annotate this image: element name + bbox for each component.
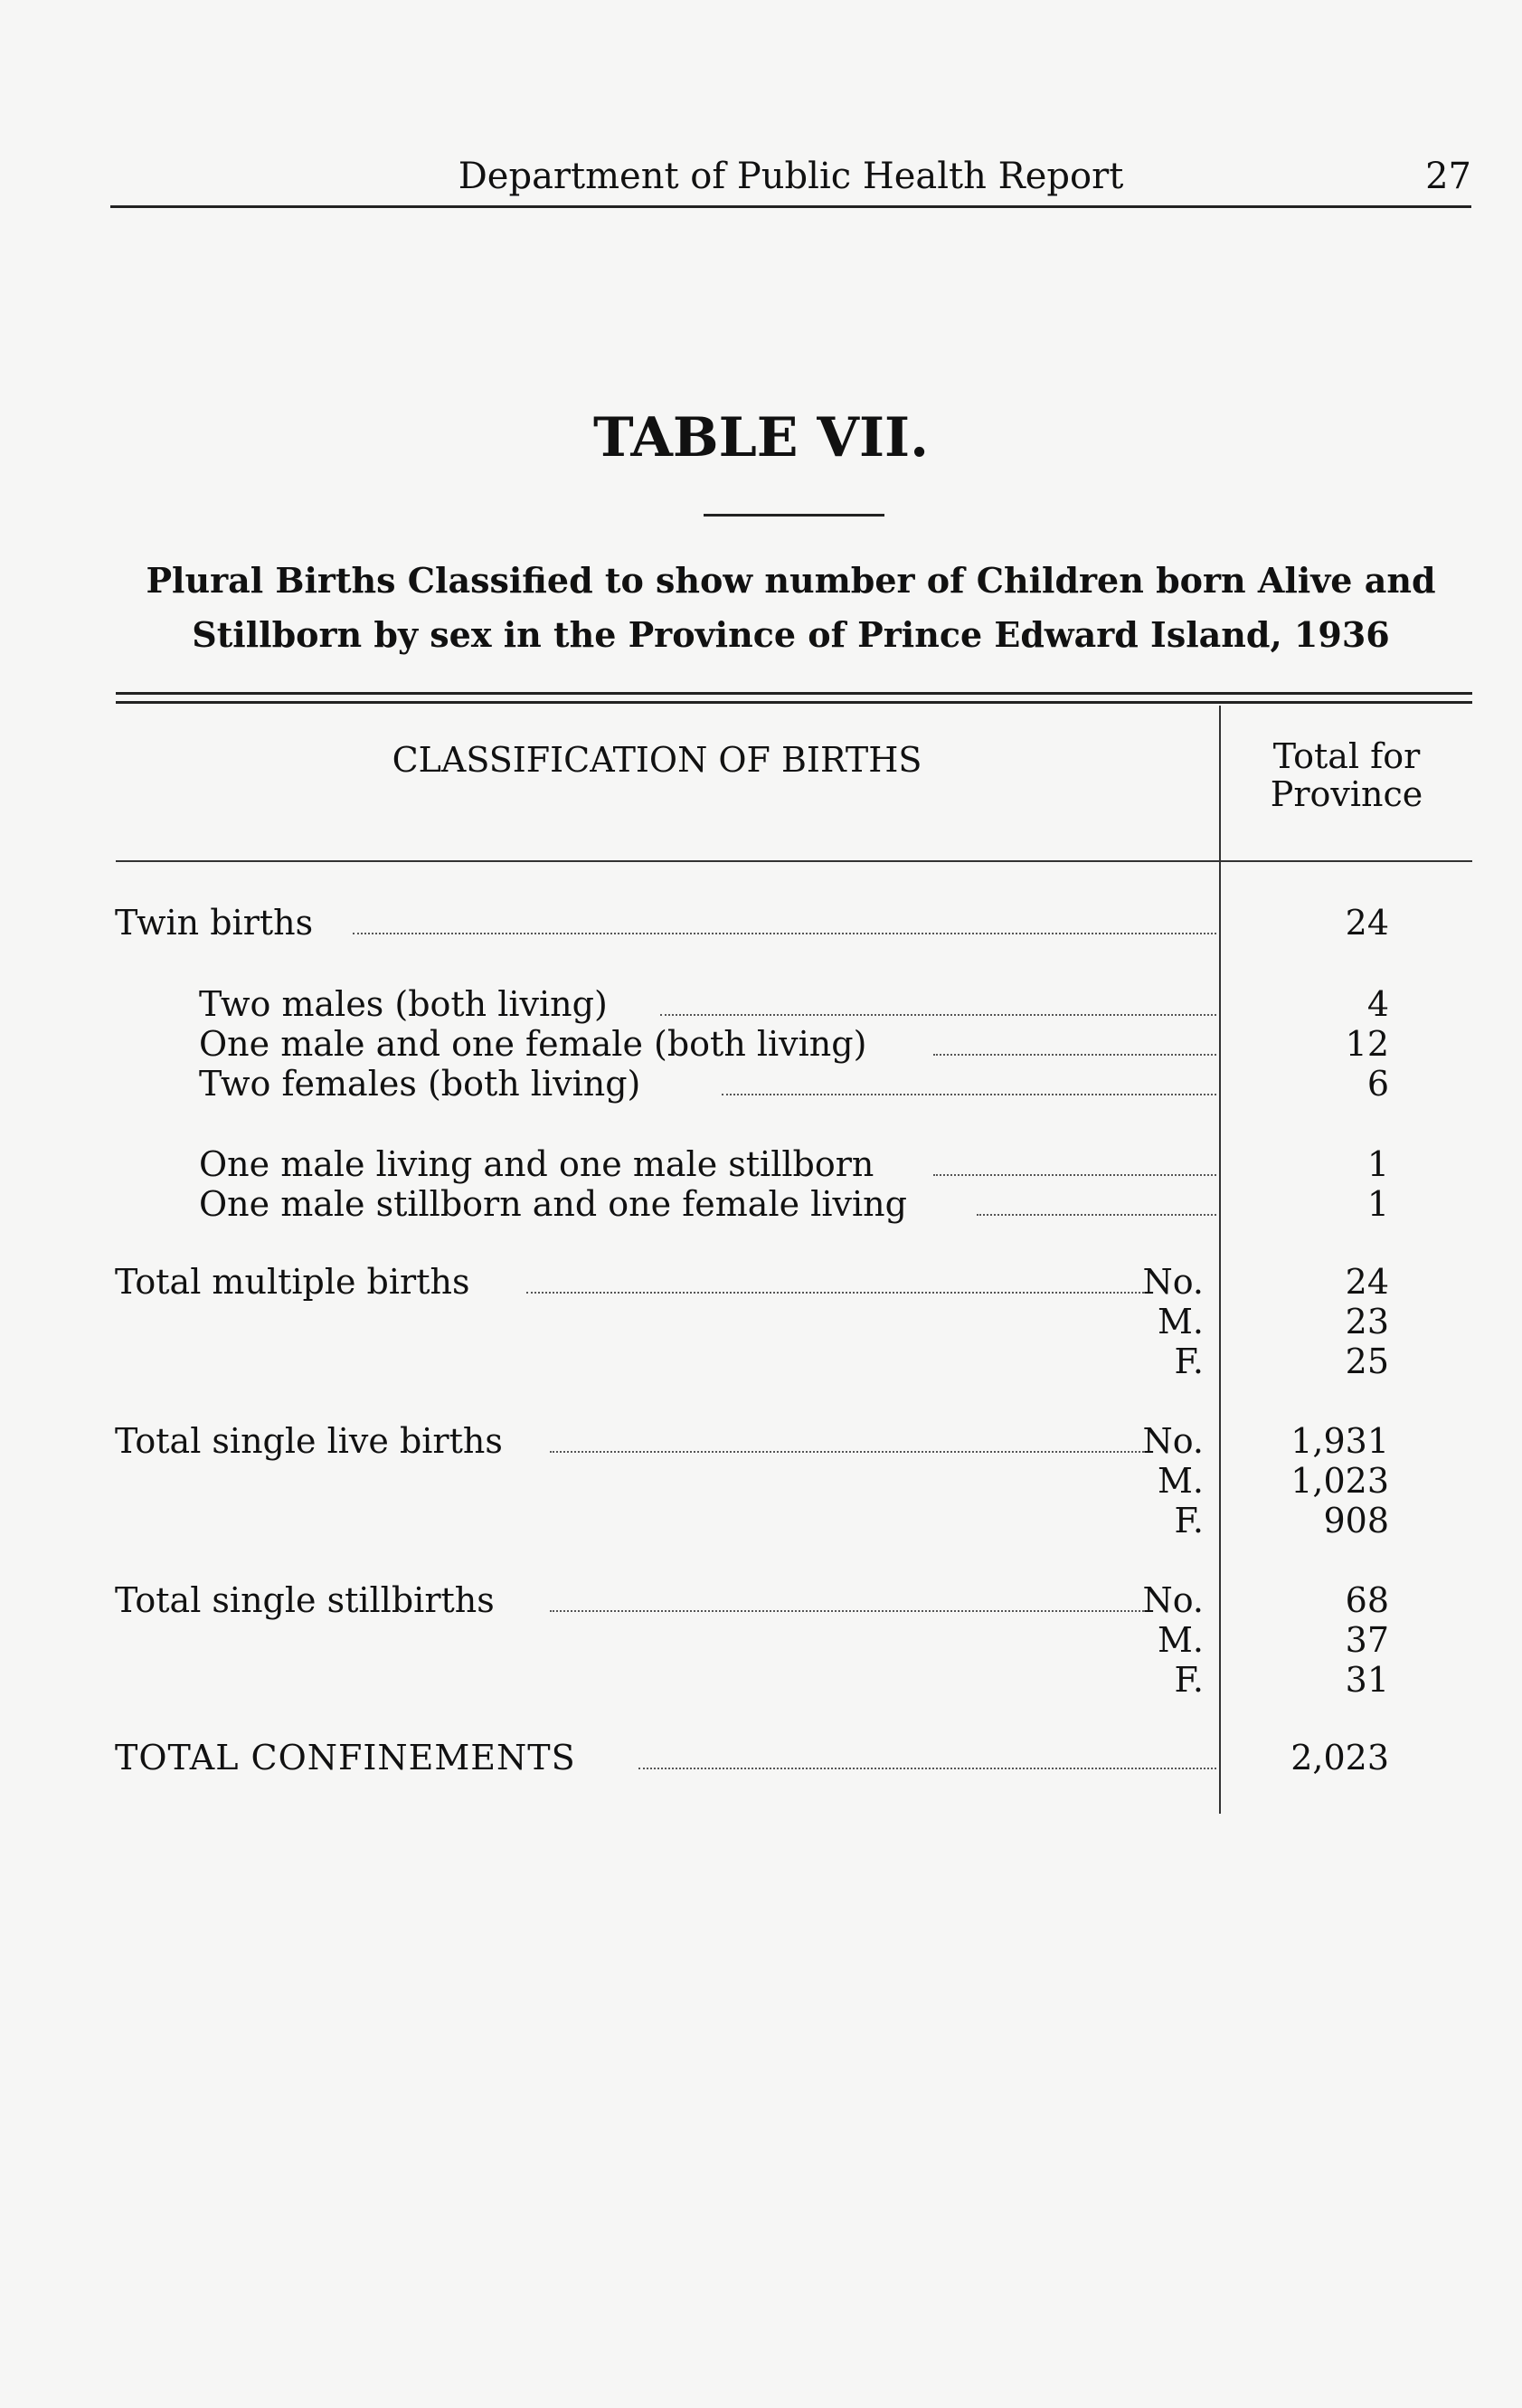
table-row-male-stillborn-female-living <box>0 1183 1522 1225</box>
table-row-two-males <box>0 983 1522 1025</box>
subtitle-line-1: Plural Births Classified to show number of Children born Alive and <box>146 560 1436 601</box>
row-label: Two males (both living) <box>199 984 608 1024</box>
row-value: 31 <box>1345 1660 1389 1700</box>
row-value: 1,023 <box>1290 1461 1389 1501</box>
row-value: 2,023 <box>1290 1738 1389 1778</box>
dot-leader <box>353 933 1216 934</box>
table-row-male-living-male-stillborn <box>0 1143 1522 1185</box>
sub-label-m: M. <box>1158 1461 1204 1501</box>
row-value: 6 <box>1366 1064 1389 1104</box>
row-label: Total single live births <box>115 1421 503 1461</box>
subtitle-line-2: Stillborn by sex in the Province of Prince Edward Island, 1936 <box>192 614 1390 655</box>
row-value: 4 <box>1366 984 1389 1024</box>
page-header <box>110 149 1471 208</box>
row-label: TOTAL CONFINEMENTS <box>115 1738 576 1778</box>
table-title: TABLE VII. <box>592 406 929 469</box>
table-row-single-still-no <box>0 1579 1522 1621</box>
sub-label-no: No. <box>1142 1421 1204 1461</box>
row-value: 23 <box>1345 1302 1389 1341</box>
sub-label-m: M. <box>1158 1620 1204 1660</box>
row-value: 25 <box>1345 1341 1389 1381</box>
row-label: Two females (both living) <box>199 1064 641 1104</box>
dot-leader <box>638 1768 1216 1769</box>
table-row-total-multiple-no <box>0 1261 1522 1303</box>
column-header-total <box>1221 737 1472 813</box>
dot-leader <box>660 1014 1216 1016</box>
column-header-total-line-1: Total for <box>1272 736 1421 776</box>
table-row-total-confinements <box>0 1737 1522 1778</box>
table-row-single-live-no <box>0 1420 1522 1462</box>
row-value: 1 <box>1366 1184 1389 1224</box>
dot-leader <box>550 1610 1144 1612</box>
row-label: Total multiple births <box>115 1262 470 1302</box>
sub-label-f: F. <box>1174 1501 1204 1541</box>
dot-leader <box>550 1451 1144 1453</box>
dot-leader <box>977 1214 1216 1216</box>
row-value: 12 <box>1345 1024 1389 1064</box>
row-value: 68 <box>1345 1580 1389 1620</box>
row-value: 1,931 <box>1290 1421 1389 1461</box>
table-subtitle <box>110 554 1471 662</box>
table-row-twin-births <box>0 902 1522 943</box>
sub-label-f: F. <box>1174 1341 1204 1381</box>
table-row-male-female <box>0 1023 1522 1065</box>
column-header-classification: CLASSIFICATION OF BIRTHS <box>392 740 922 780</box>
row-label: One male living and one male stillborn <box>199 1144 874 1184</box>
table-row-single-live-f <box>0 1500 1522 1541</box>
row-label: Twin births <box>115 903 314 943</box>
row-value: 908 <box>1323 1501 1389 1541</box>
table-row-total-multiple-m <box>0 1301 1522 1342</box>
sub-label-f: F. <box>1174 1660 1204 1700</box>
column-header-total-line-2: Province <box>1270 774 1423 814</box>
page-number: 27 <box>1425 156 1471 197</box>
table-row-single-live-m <box>0 1460 1522 1502</box>
dot-leader <box>933 1174 1216 1176</box>
title-rule <box>704 514 884 517</box>
row-value: 24 <box>1345 1262 1389 1302</box>
sub-label-m: M. <box>1158 1302 1204 1341</box>
dot-leader <box>722 1094 1216 1095</box>
sub-label-no: No. <box>1142 1262 1204 1302</box>
row-value: 1 <box>1366 1144 1389 1184</box>
dot-leader <box>526 1292 1144 1294</box>
row-label: One male and one female (both living) <box>199 1024 867 1064</box>
table-row-single-still-m <box>0 1619 1522 1661</box>
report-title: Department of Public Health Report <box>458 156 1124 197</box>
row-value: 24 <box>1345 903 1389 943</box>
sub-label-no: No. <box>1142 1580 1204 1620</box>
header-rule <box>116 860 1472 862</box>
table-row-total-multiple-f <box>0 1341 1522 1382</box>
dot-leader <box>933 1054 1216 1056</box>
row-label: One male stillborn and one female living <box>199 1184 907 1224</box>
table-row-two-females <box>0 1063 1522 1104</box>
table-row-single-still-f <box>0 1659 1522 1701</box>
row-label: Total single stillbirths <box>115 1580 495 1620</box>
table-top-rule <box>116 692 1472 704</box>
row-value: 37 <box>1345 1620 1389 1660</box>
